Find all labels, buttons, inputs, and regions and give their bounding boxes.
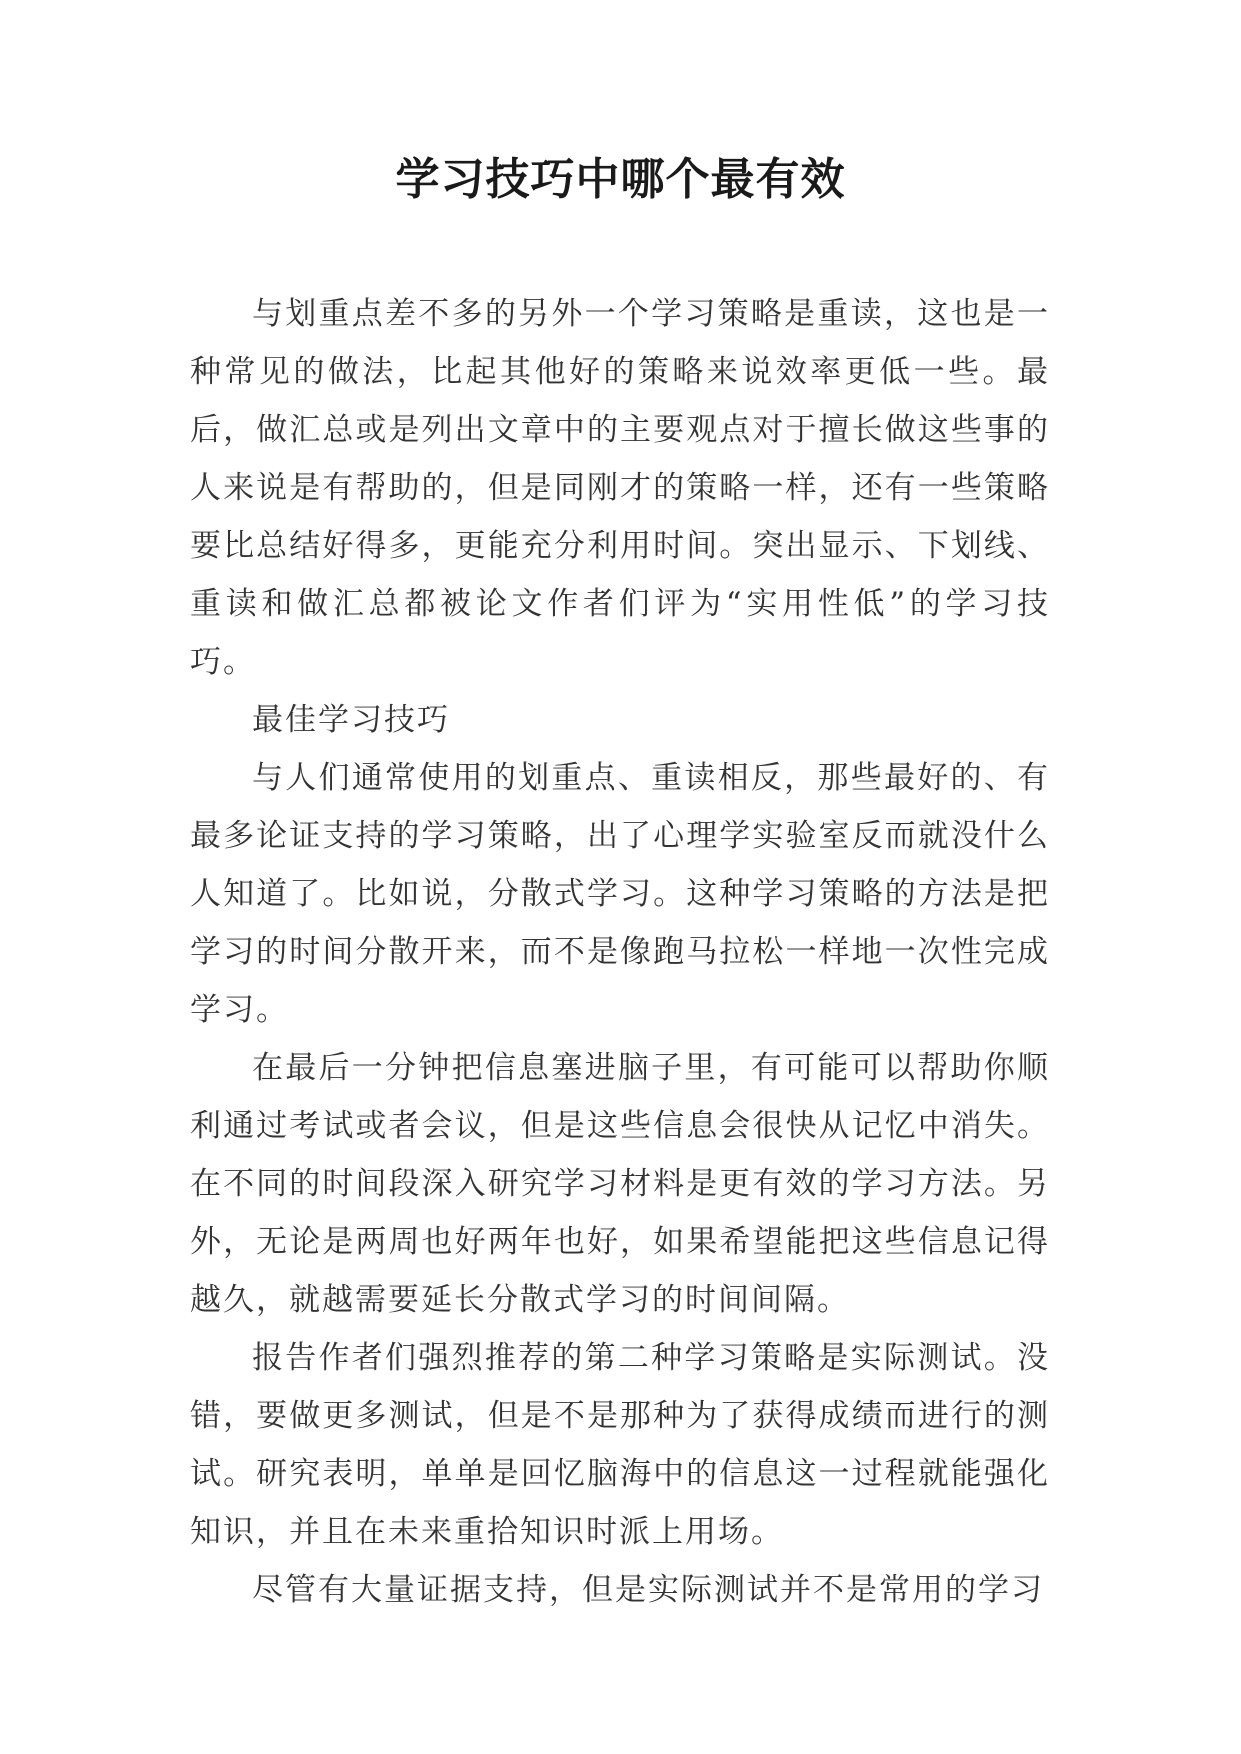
paragraph-distributed-learning: 与人们通常使用的划重点、重读相反，那些最好的、有最多论证支持的学习策略，出了心理学实验室反而就没什么人知道了。比如说，分散式学习。这种学习策略的方法是把学习的时间分散开来，而不是像跑马拉松一样地一次性完成学习。	[190, 760, 1050, 1028]
paragraph-last-minute-cramming: 在最后一分钟把信息塞进脑子里，有可能可以帮助你顺利通过考试或者会议，但是这些信息会很快从记忆中消失。在不同的时间段深入研究学习材料是更有效的学习方法。另外，无论是两周也好两年也好，如果希望能把这些信息记得越久，就越需要延长分散式学习的时间间隔。	[190, 1050, 1050, 1318]
paragraph-rereading: 与划重点差不多的另外一个学习策略是重读，这也是一种常见的做法，比起其他好的策略来说效率更低一些。最后，做汇总或是列出文章中的主要观点对于擅长做这些事的人来说是有帮助的，但是同刚才的策略一样，还有一些策略要比总结好得多，更能充分利用时间。突出显示、下划线、重读和做汇总都被论文作者们评为“实用性低”的学习技巧。	[190, 296, 1050, 680]
document-title: 学习技巧中哪个最有效	[395, 154, 846, 205]
section-heading-best-techniques: 最佳学习技巧	[252, 702, 450, 738]
paragraph-practice-testing: 报告作者们强烈推荐的第二种学习策略是实际测试。没错，要做更多测试，但是不是那种为了获得成绩而进行的测试。研究表明，单单是回忆脑海中的信息这一过程就能强化知识，并且在未来重拾知识时派上用场。	[190, 1340, 1050, 1550]
document-body	[190, 285, 1050, 1619]
paragraph-evidence-support: 尽管有大量证据支持，但是实际测试并不是常用的学习	[252, 1572, 1044, 1608]
